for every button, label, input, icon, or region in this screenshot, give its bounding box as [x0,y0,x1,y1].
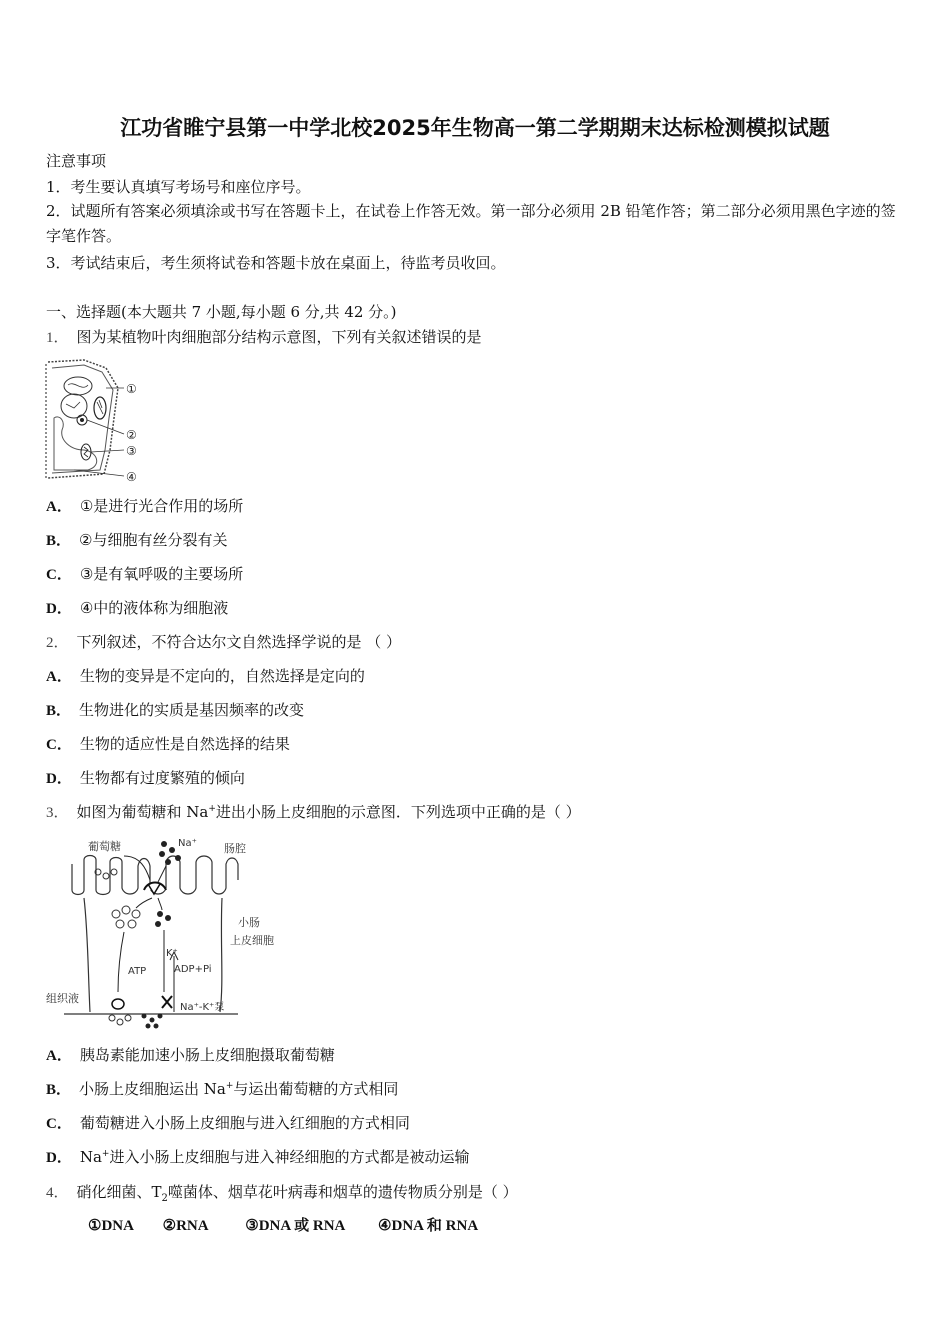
superscript: + [208,804,216,814]
question-text-pre: 如图为葡萄糖和 Na [76,803,209,821]
q4-choices [88,1216,478,1236]
notice-item-2: 2．试题所有答案必须填涂或书写在答题卡上，在试卷上作答无效。第一部分必须用 2B 铅笔作答；第二部分必须用黑色字迹的签字笔作答。 [46,202,896,245]
option-text: 胰岛素能加速小肠上皮细胞摄取葡萄糖 [79,1046,335,1064]
plant-cell-diagram [44,358,156,490]
option-text-post: 与运出葡萄糖的方式相同 [233,1080,399,1098]
option-label: C． [46,737,72,753]
option-text: 生物都有过度繁殖的倾向 [79,769,245,787]
intestinal-cell-diagram [44,832,284,1034]
superscript: + [101,1149,110,1159]
option-text-pre: Na [79,1148,102,1166]
option-text: 生物的适应性是自然选择的结果 [79,735,290,753]
notice-item-3: 3．考试结束后，考生须将试卷和答题卡放在桌面上，待监考员收回。 [46,254,506,272]
notice-item-1: 1．考生要认真填写考场号和座位序号。 [46,178,311,196]
label-lumen: 肠腔 [224,842,246,855]
q3-option-d[interactable] [46,1147,469,1168]
section-heading: 一、选择题(本大题共 7 小题,每小题 6 分,共 42 分。) [46,303,397,321]
subscript: 2 [161,1193,168,1204]
label-cell-line1: 小肠 [238,916,260,929]
option-text: 生物进化的实质是基因频率的改变 [79,701,305,719]
superscript: + [225,1081,234,1091]
q1-option-b[interactable] [46,530,227,551]
option-label: A． [46,1048,72,1064]
q1-option-d[interactable] [46,598,228,619]
label-3: ③ [126,444,137,458]
question-number: 3． [46,805,69,821]
option-label: A． [46,499,72,515]
choice-3: ③DNA 或 RNA [245,1218,345,1234]
label-2: ② [126,428,137,442]
q2-option-d[interactable] [46,768,245,789]
option-text: ①是进行光合作用的场所 [79,497,244,515]
question-number: 4． [46,1185,69,1201]
question-text-post: 噬菌体、烟草花叶病毒和烟草的遗传物质分别是（ ） [167,1183,518,1201]
question-4-stem [46,1182,518,1203]
q1-option-c[interactable] [46,564,243,585]
label-4: ④ [126,470,137,484]
option-text: ②与细胞有丝分裂有关 [79,531,228,549]
question-1-stem [46,327,482,348]
label-adp: ADP+Pi [174,964,212,975]
label-glucose: 葡萄糖 [88,840,121,853]
option-label: C． [46,1116,72,1132]
option-label: B． [46,1082,72,1098]
option-label: C． [46,567,72,583]
question-number: 1． [46,330,69,346]
question-number: 2． [46,635,69,651]
label-atp: ATP [128,966,147,977]
option-text: ④中的液体称为细胞液 [79,599,229,617]
option-text: 生物的变异是不定向的，自然选择是定向的 [79,667,365,685]
q2-option-c[interactable] [46,734,290,755]
question-3-stem [46,802,581,823]
q3-option-b[interactable] [46,1079,398,1100]
option-text: ③是有氧呼吸的主要场所 [79,565,244,583]
option-text-pre: 小肠上皮细胞运出 Na [79,1080,226,1098]
question-2-stem [46,632,401,653]
option-label: B． [46,533,72,549]
q2-option-a[interactable] [46,666,365,687]
label-na: Na⁺ [178,838,197,849]
label-tissue: 组织液 [46,992,79,1005]
option-label: D． [46,771,72,787]
q3-option-c[interactable] [46,1113,410,1134]
choice-1: ①DNA [88,1218,134,1234]
question-text: 下列叙述，不符合达尔文自然选择学说的是 （ ） [76,633,402,651]
choice-2: ②RNA [162,1218,208,1234]
label-pump: Na⁺-K⁺泵 [180,1002,225,1013]
q3-option-a[interactable] [46,1045,335,1066]
option-label: D． [46,601,72,617]
question-text-post: 进出小肠上皮细胞的示意图．下列选项中正确的是（ ） [215,803,581,821]
page-title: 江功省睢宁县第一中学北校2025年生物高一第二学期期末达标检测模拟试题 [120,116,830,140]
q2-option-b[interactable] [46,700,304,721]
choice-4: ④DNA 和 RNA [378,1218,479,1234]
option-label: A． [46,669,72,685]
notice-heading: 注意事项 [46,152,107,170]
label-k: K⁺ [166,948,178,959]
option-text-post: 进入小肠上皮细胞与进入神经细胞的方式都是被动运输 [109,1148,470,1166]
option-label: D． [46,1150,72,1166]
q1-option-a[interactable] [46,496,243,517]
option-label: B． [46,703,72,719]
option-text: 葡萄糖进入小肠上皮细胞与进入红细胞的方式相同 [79,1114,410,1132]
question-text-pre: 硝化细菌、T [76,1183,162,1201]
question-text: 图为某植物叶肉细胞部分结构示意图，下列有关叙述错误的是 [76,328,482,346]
label-cell-line2: 上皮细胞 [230,934,274,947]
label-1: ① [126,382,137,396]
